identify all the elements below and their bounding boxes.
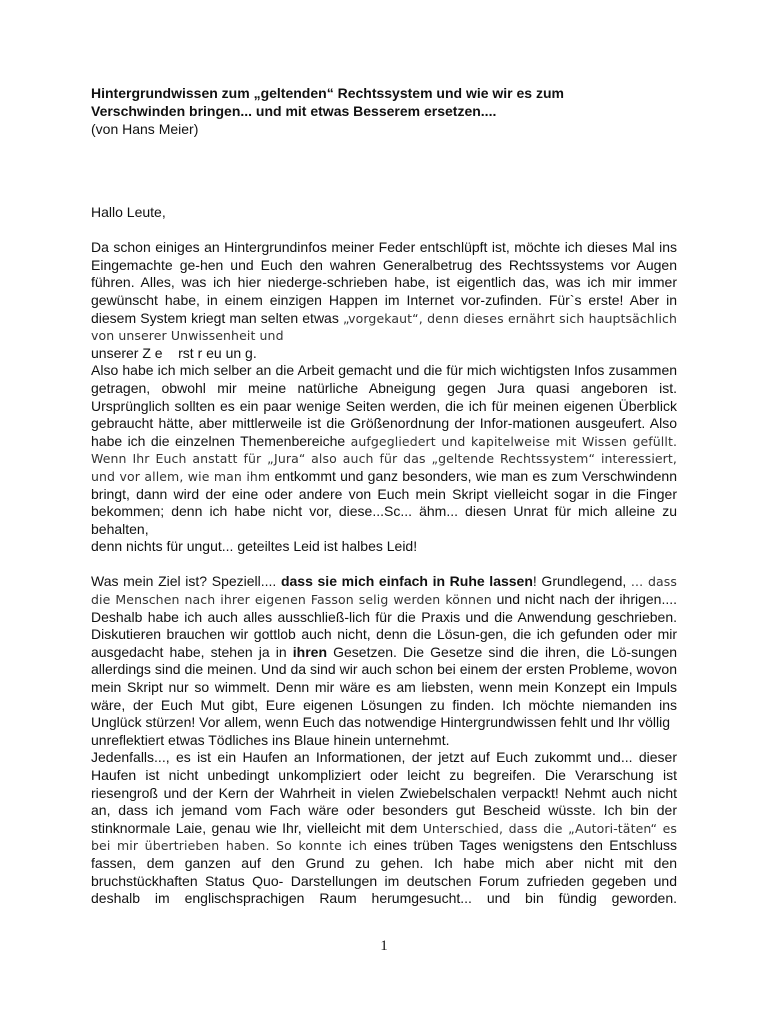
title-block	[91, 84, 691, 138]
p3-line-5-bold: ihren	[292, 643, 327, 660]
p2-line-6: aufgegliedert und kapitelweise mit Wissen gefüllt. Wenn Ihr Euch anstatt für „Jura“	[91, 433, 678, 467]
paragraph-1	[91, 239, 677, 362]
p4-line-4: verpackt! Nehmt auch nicht an, dass ich jemand vom Fach wäre oder besonders gut	[91, 784, 677, 819]
paragraph-2	[91, 362, 677, 556]
title-line-2: Verschwinden bringen... und mit etwas Besserem ersetzen....	[91, 103, 497, 119]
greeting: Hallo Leute,	[91, 204, 166, 220]
p1-line-7: unserer Z e rst r eu un g.	[91, 344, 257, 361]
p3-line-4: Anwendung geschrieben. Diskutieren brauchen wir gottlob auch nicht, denn die	[91, 608, 677, 643]
p2-line-5: der Infor-mationen ausgeufert. Also habe ich die einzelnen Themenbereiche	[91, 415, 677, 449]
p4-line-8: zu gehen. Ich habe mich aber nicht mit den bruchstückhaften Status Quo-	[91, 854, 678, 889]
p1-line-2: dieses Mal ins Eingemachte ge-hen und Euch den wahren Generalbetrug des	[91, 239, 677, 273]
p3-line-9: gibt, Eure eigenen Lösungen zu finden. Ich möchte niemanden ins Unglück stürzen!	[91, 696, 677, 731]
p2-line-9: der eine oder andere von Euch mein Skript vielleicht sogar in die Finger bekommen;	[91, 485, 677, 520]
p1-line-3: Rechtssystems vor Augen führen. Alles, was ich hier niederge-schrieben habe, ist	[91, 256, 677, 291]
p2-line-11: denn nichts für ungut... geteiltes Leid ist halbes Leid!	[91, 538, 418, 555]
p2-line-7: also auch für das „geltende Rechtssystem“ interessiert, und vor allem, wie man ihm	[91, 451, 677, 484]
page-number: 1	[380, 938, 388, 954]
p3-line-5a: Lösun-gen, die ich gefunden oder mir ausgedacht habe, stehen ja in	[91, 626, 678, 660]
p1-line-5: Internet vor-zufinden. Für`s erste! Aber in diesem System kriegt man selten etwas	[91, 291, 678, 326]
p4-line-10: englischsprachigen Raum herumgesucht... und bin fündig geworden.	[184, 890, 678, 907]
paragraph-4	[91, 749, 677, 907]
p3-line-2b: und nicht	[491, 591, 555, 608]
author-line: (von Hans Meier)	[91, 121, 199, 137]
p2-line-3: angeboren ist. Ursprünglich sollten es ein paar wenige Seiten werden, die ich für	[91, 379, 677, 414]
p2-line-1: Also habe ich mich selber an die Arbeit gemacht und die für mich wichtigsten Infos	[91, 362, 605, 379]
p1-line-4: eigentlich das, was ich mir immer gewünscht habe, in einem einzigen Happen im	[91, 274, 678, 308]
p3-line-3: nach der ihrigen.... Deshalb habe ich auch alles ausschließ-lich für die Praxis und die	[91, 591, 678, 625]
body-text	[91, 204, 677, 908]
p4-line-9: Darstellungen im deutschen Forum zufrieden gegeben und deshalb im	[91, 872, 677, 907]
p4-line-6: Unterschied, dass die „Autori-täten“ es bei mir übertrieben haben. So konnte ich	[91, 820, 678, 854]
p3-line-10: Vor allem, wenn Euch das notwendige Hintergrundwissen fehlt und Ihr völlig	[199, 714, 670, 731]
p3-line-6: Die Gesetze sind die ihren, die Lö-sungen allerdings sind die meinen. Und da sind	[91, 643, 678, 678]
p4-line-3: Verarschung ist riesengroß und der Kern der Wahrheit in vielen Zwiebelschalen	[91, 767, 678, 801]
p2-line-8: entkommt und ganz besonders, wie man es zum Verschwindenn bringt, dann wird	[91, 467, 678, 502]
paragraph-gap	[91, 222, 677, 240]
p4-line-2: dieser Haufen ist nicht unbedingt unkompliziert oder leicht zu begreifen. Die	[91, 749, 678, 783]
p3-line-2a: ... dass die Menschen nach ihrer eigenen Fasson selig werden können	[91, 574, 677, 608]
p4-line-1: Jedenfalls..., es ist ein Haufen an Informationen, der jetzt auf Euch zukommt und...	[91, 749, 633, 766]
p4-line-7: eines trüben Tages wenigstens den Entschluss fassen, dem ganzen auf den Grund	[91, 837, 677, 871]
p3-line-1c: ! Grundlegend,	[532, 573, 627, 590]
p3-line-8: Denn mir wäre es am liebsten, wenn mein Konzept ein Impuls wäre, der Euch Mut	[91, 679, 678, 713]
paragraph-gap	[91, 556, 677, 574]
p2-line-4: meinen eigenen Überblick gebraucht hätte, aber mittlerweile ist die Größenordnung	[91, 397, 677, 432]
p3-line-11: unreflektiert etwas Tödliches ins Blaue hinein unternehmt.	[91, 731, 450, 748]
p2-line-10: denn ich habe nicht vor, diese...Sc... ähm... diesen Unrat für mich alleine zu behalten,	[91, 503, 678, 537]
document-title	[91, 84, 691, 120]
p4-line-5: Bescheid wüsste. Ich bin der stinknormale Laie, genau wie Ihr, vielleicht mit dem	[91, 802, 677, 836]
p3-line-1a: Was mein Ziel ist? Speziell....	[91, 573, 281, 590]
title-line-1: Hintergrundwissen zum „geltenden“ Rechtssystem und wie wir es zum	[91, 85, 564, 101]
paragraph-3	[91, 573, 677, 749]
p3-line-7: wir auch schon bei einem der ersten Probleme, wovon mein Skript nur so wimmelt.	[91, 661, 678, 696]
p1-line-1: Da schon einiges an Hintergrundinfos meiner Feder entschlüpft ist, möchte ich	[91, 239, 583, 256]
p2-line-2: zusammen getragen, obwohl mir meine natürliche Abneigung gegen Jura quasi	[91, 362, 678, 396]
p3-line-5c: Gesetzen.	[327, 643, 397, 660]
p1-line-6: „vorgekaut“, denn dieses ernährt sich hauptsächlich von unserer Unwissenheit und	[91, 310, 678, 344]
p3-line-1-bold: dass sie mich einfach in Ruhe lassen	[280, 573, 533, 590]
